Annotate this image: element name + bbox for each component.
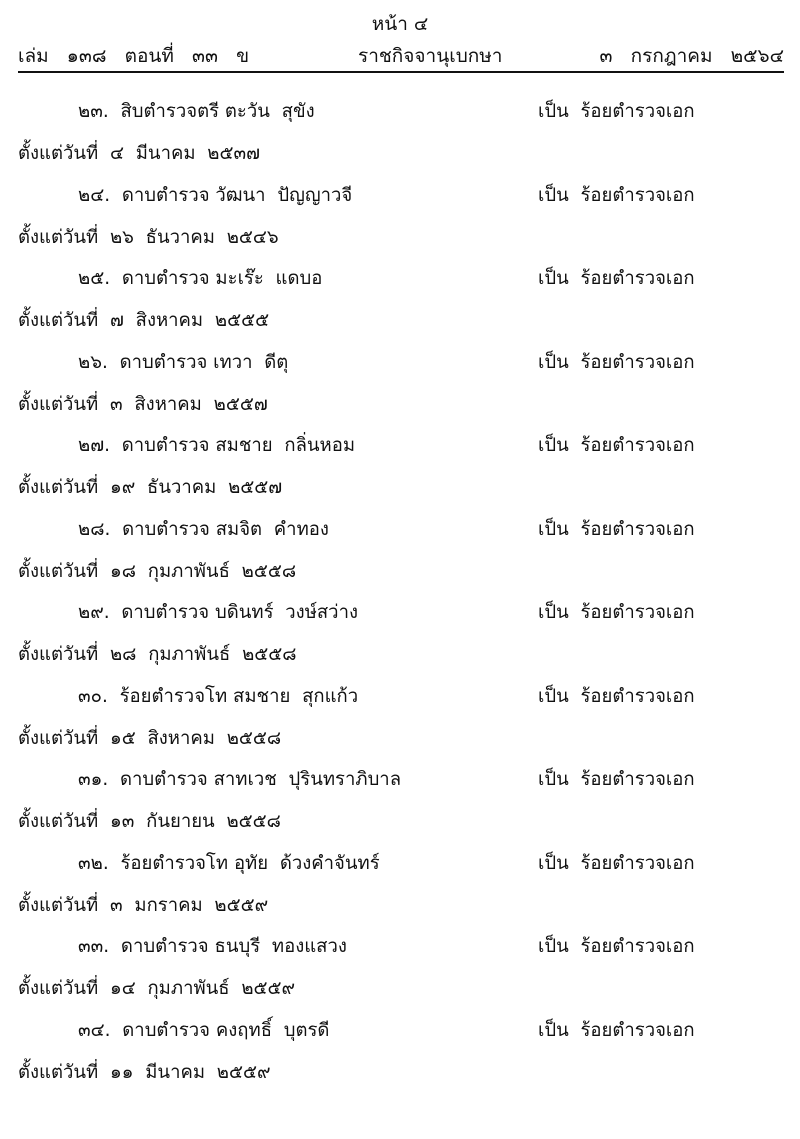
entry-name: ๒๖. ดาบตำรวจ เทวา ดีตุ <box>78 351 289 373</box>
entry-name: ๒๗. ดาบตำรวจ สมชาย กลิ่นหอม <box>78 435 356 456</box>
entry-name: ๓๑. ดาบตำรวจ สาทเวช ปุรินทราภิบาล <box>78 769 402 790</box>
entry-rank: เป็น ร้อยตำรวจเอก <box>538 435 695 456</box>
entry-name: ๓๐. ร้อยตำรวจโท สมชาย สุกแก้ว <box>78 685 359 707</box>
entry-rank: เป็น ร้อยตำรวจเอก <box>538 518 695 540</box>
entry-name: ๒๔. ดาบตำรวจ วัฒนา ปัญญาวจี <box>78 184 353 206</box>
entry-name: ๒๓. สิบตำรวจตรี ตะวัน สุขัง <box>78 101 315 122</box>
entry-name: ๓๒. ร้อยตำรวจโท อุทัย ด้วงคำจันทร์ <box>78 852 380 874</box>
list-item <box>0 765 800 849</box>
entry-date: ตั้งแต่วันที่ ๒๘ กุมภาพันธ์ ๒๕๕๘ <box>18 644 297 665</box>
entry-name: ๓๓. ดาบตำรวจ ธนบุรี ทองแสวง <box>78 936 347 957</box>
appointment-list <box>0 97 800 1099</box>
entry-date: ตั้งแต่วันที่ ๓ สิงหาคม ๒๕๕๗ <box>18 393 268 415</box>
list-item <box>0 1016 800 1100</box>
list-item <box>0 682 800 766</box>
list-item <box>0 264 800 348</box>
entry-rank: เป็น ร้อยตำรวจเอก <box>538 268 695 289</box>
entry-rank: เป็น ร้อยตำรวจเอก <box>538 602 695 623</box>
list-item <box>0 97 800 181</box>
entry-rank: เป็น ร้อยตำรวจเอก <box>538 1019 695 1041</box>
header-divider <box>18 71 784 73</box>
entry-rank: เป็น ร้อยตำรวจเอก <box>538 101 695 122</box>
entry-rank: เป็น ร้อยตำรวจเอก <box>538 769 695 790</box>
publication-date: ๓ กรกฎาคม ๒๕๖๔ <box>599 45 784 67</box>
entry-date: ตั้งแต่วันที่ ๑๙ ธันวาคม ๒๕๕๗ <box>18 477 283 498</box>
list-item <box>0 348 800 432</box>
entry-date: ตั้งแต่วันที่ ๑๑ มีนาคม ๒๕๕๙ <box>18 1061 271 1083</box>
entry-date: ตั้งแต่วันที่ ๑๕ สิงหาคม ๒๕๕๘ <box>18 727 282 749</box>
entry-date: ตั้งแต่วันที่ ๑๓ กันยายน ๒๕๕๘ <box>18 811 281 832</box>
entry-name: ๒๕. ดาบตำรวจ มะเร๊ะ แดบอ <box>78 268 323 289</box>
list-item <box>0 431 800 515</box>
list-item <box>0 849 800 933</box>
entry-rank: เป็น ร้อยตำรวจเอก <box>538 351 695 373</box>
entry-date: ตั้งแต่วันที่ ๗ สิงหาคม ๒๕๕๕ <box>18 310 270 331</box>
volume-issue: เล่ม ๑๓๘ ตอนที่ ๓๓ ข <box>18 45 250 67</box>
entry-name: ๒๙. ดาบตำรวจ บดินทร์ วงษ์สว่าง <box>78 602 358 623</box>
list-item <box>0 932 800 1016</box>
entry-date: ตั้งแต่วันที่ ๑๘ กุมภาพันธ์ ๒๕๕๘ <box>18 560 297 582</box>
list-item <box>0 181 800 265</box>
page-number: หน้า ๔ <box>371 13 429 35</box>
list-item <box>0 515 800 599</box>
entry-date: ตั้งแต่วันที่ ๑๔ กุมภาพันธ์ ๒๕๕๙ <box>18 978 296 999</box>
entry-rank: เป็น ร้อยตำรวจเอก <box>538 936 695 957</box>
gazette-header <box>18 41 784 71</box>
entry-date: ตั้งแต่วันที่ ๔ มีนาคม ๒๕๓๗ <box>18 143 261 164</box>
entry-name: ๒๘. ดาบตำรวจ สมจิต คำทอง <box>78 518 329 540</box>
entry-date: ตั้งแต่วันที่ ๓ มกราคม ๒๕๕๙ <box>18 894 269 916</box>
entry-date: ตั้งแต่วันที่ ๒๖ ธันวาคม ๒๕๔๖ <box>18 226 279 248</box>
gazette-title: ราชกิจจานุเบกษา <box>358 45 503 67</box>
entry-rank: เป็น ร้อยตำรวจเอก <box>538 685 695 707</box>
entry-rank: เป็น ร้อยตำรวจเอก <box>538 852 695 874</box>
entry-rank: เป็น ร้อยตำรวจเอก <box>538 184 695 206</box>
entry-name: ๓๔. ดาบตำรวจ คงฤทธิ์ บุตรดี <box>78 1019 330 1041</box>
list-item <box>0 598 800 682</box>
